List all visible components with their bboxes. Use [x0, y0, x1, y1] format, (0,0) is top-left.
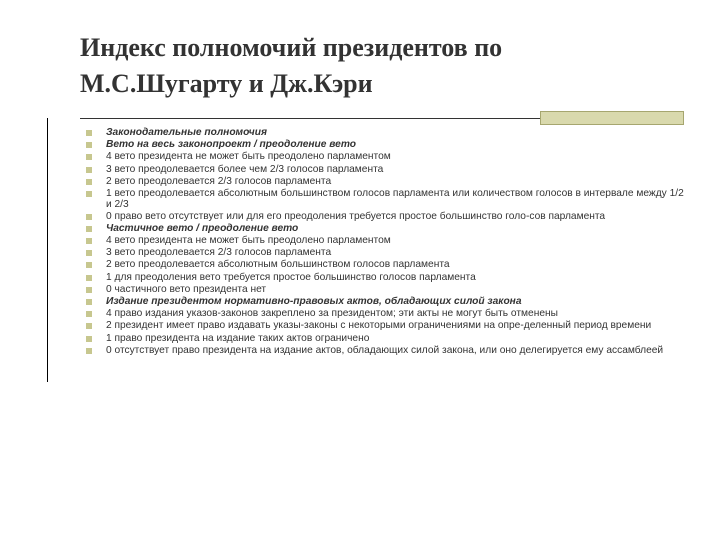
- list-item: [86, 212, 686, 223]
- list-item-text: Законодательные полномочия: [106, 127, 267, 138]
- square-bullet-icon: [86, 299, 92, 305]
- list-item: [86, 309, 686, 320]
- list-item: [86, 165, 686, 176]
- left-vertical-rule: [47, 118, 48, 382]
- square-bullet-icon: [86, 238, 92, 244]
- square-bullet-icon: [86, 167, 92, 173]
- title-separator-line: [80, 118, 540, 119]
- list-item-text: 3 вето преодолевается более чем 2/3 голосов парламента: [106, 163, 384, 175]
- list-item: [86, 248, 686, 259]
- list-item-text: 0 право вето отсутствует или для его преодоления требуется простое большинство голо-сов парламента: [106, 210, 606, 222]
- list-item: [86, 260, 686, 271]
- list-item-text: 2 вето преодолевается абсолютным большинством голосов парламента: [106, 259, 450, 271]
- square-bullet-icon: [86, 323, 92, 329]
- square-bullet-icon: [86, 275, 92, 281]
- list-item-text: 4 вето президента не может быть преодолено парламентом: [106, 151, 391, 163]
- title-line-1: Индекс полномочий президентов по: [80, 33, 503, 62]
- square-bullet-icon: [86, 336, 92, 342]
- list-item: [86, 273, 686, 284]
- list-item: [86, 236, 686, 247]
- square-bullet-icon: [86, 142, 92, 148]
- square-bullet-icon: [86, 214, 92, 220]
- list-item: [86, 334, 686, 345]
- list-item-text: Вето на весь законопроект / преодоление вето: [106, 139, 356, 151]
- title-line-2: М.С.Шугарту и Дж.Кэри: [80, 69, 373, 98]
- square-bullet-icon: [86, 154, 92, 160]
- square-bullet-icon: [86, 348, 92, 354]
- bullet-list: [86, 128, 686, 358]
- list-item: [86, 189, 686, 210]
- list-item: [86, 177, 686, 188]
- list-item: [86, 128, 686, 139]
- list-item-text: 4 право издания указов-законов закреплено за президентом; эти акты не могут быть отменены: [106, 308, 558, 320]
- square-bullet-icon: [86, 311, 92, 317]
- list-item-text: 2 вето преодолевается 2/3 голосов парламента: [106, 175, 332, 187]
- list-item-text: 1 вето преодолевается абсолютным большинством голосов парламента или количеством голосов в интервале между 1/2 и 2/3: [106, 187, 684, 210]
- list-item: [86, 321, 686, 332]
- list-item-text: 4 вето президента не может быть преодолено парламентом: [106, 235, 391, 247]
- square-bullet-icon: [86, 250, 92, 256]
- list-item-text: 2 президент имеет право издавать указы-законы с некоторыми ограничениями на опре-деленный период времени: [106, 320, 652, 332]
- list-item: [86, 224, 686, 235]
- list-item-text: 0 частичного вето президента нет: [106, 283, 267, 295]
- list-item: [86, 140, 686, 151]
- list-item-text: 1 право президента на издание таких актов ограничено: [106, 332, 370, 344]
- square-bullet-icon: [86, 130, 92, 136]
- list-item: [86, 297, 686, 308]
- square-bullet-icon: [86, 179, 92, 185]
- list-item-text: Частичное вето / преодоление вето: [106, 222, 299, 234]
- square-bullet-icon: [86, 226, 92, 232]
- list-item-text: Издание президентом нормативно-правовых актов, обладающих силой закона: [106, 296, 522, 308]
- slide-title: [80, 30, 680, 102]
- decorative-bar: [540, 111, 684, 125]
- list-item-text: 0 отсутствует право президента на издание актов, обладающих силой закона, или оно делегируется ему ассамблеей: [106, 344, 664, 356]
- square-bullet-icon: [86, 287, 92, 293]
- list-item-text: 3 вето преодолевается 2/3 голосов парламента: [106, 247, 332, 259]
- list-item: [86, 285, 686, 296]
- list-item: [86, 152, 686, 163]
- list-item-text: 1 для преодоления вето требуется простое большинство голосов парламента: [106, 271, 476, 283]
- square-bullet-icon: [86, 262, 92, 268]
- square-bullet-icon: [86, 191, 92, 197]
- list-item: [86, 346, 686, 357]
